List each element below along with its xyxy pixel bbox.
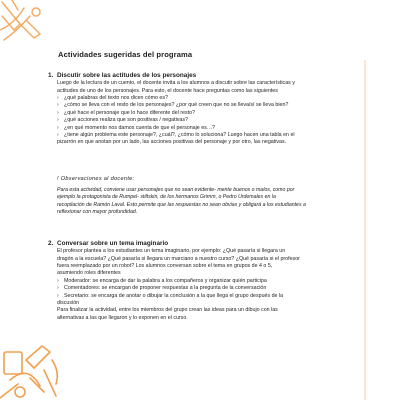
section-1: [48, 72, 348, 147]
section-1-title: [48, 72, 348, 79]
teacher-notes-line: Para esta actividad, conviene usar personajes que no sean evidente- mente buenos o malos, como por: [57, 187, 295, 194]
list-item: › ¿qué acciones realiza que son positivas / negativas?: [57, 117, 188, 124]
teacher-notes-title: ! Observaciones al docente:: [57, 176, 135, 182]
teacher-notes-line: reflexionar con mayor profundidad.: [57, 208, 138, 215]
section-2-title: [48, 240, 348, 247]
section-2-intro-line: dragón a la escuela? ¿Qué pasaría si llegara un marciano a nuestro curso? ¿Qué pasaría si el profesor: [57, 255, 300, 262]
section-1-title-text: Discutir sobre las actitudes de los personajes: [57, 72, 197, 79]
list-item: › ¿qué hace el personaje que lo hace diferente del resto?: [57, 109, 196, 116]
section-1-closing: pizarrón en que anotan por un lado, las acciones positivas del personaje y por otro, las negativas.: [57, 139, 287, 146]
section-2-intro-line: asumiendo roles diferentes: [57, 270, 121, 277]
section-1-intro-line: Luego de la lectura de un cuento, el docente invita a los alumnos a discutir sobre las características y: [57, 80, 295, 87]
section-2-title-text: Conversar sobre un tema imaginario: [57, 240, 169, 247]
section-2-intro-line: fuera reemplazado por un robot? Los alumnos conversan sobre el tema en grupos de 4 o 5,: [57, 263, 273, 269]
list-item: › Moderador: se encarga de dar la palabra a los compañeros y organizar quién participa: [57, 277, 267, 284]
list-item: › Secretario: se encarga de anotar o dibujar la conclusión a la que llega el grupo después de la: [57, 292, 284, 299]
teacher-notes: [57, 176, 353, 216]
section-2-intro-line: El profesor plantea a los estudiantes un tema imaginario, por ejemplo: ¿Qué pasaría si llegara un: [57, 248, 286, 255]
section-2: [48, 240, 348, 322]
section-2-role-tail: discusión: [57, 300, 80, 307]
teacher-notes-line: recopilación de Ramón Laval. Esto permite que las respuestas no sean obvias y obligará a los estudiantes a: [57, 201, 306, 208]
list-item: › ¿en qué momento nos damos cuenta de que el personaje es…?: [57, 124, 216, 131]
section-2-closing-line: Para finalizar la actividad, entre los miembros del grupo crean las ideas para un dibujo con las: [57, 307, 278, 314]
section-2-number: 2.: [48, 240, 54, 247]
section-1-intro-line: actitudes de uno de los personajes. Para esto, el docente hace preguntas como las siguientes: [57, 87, 278, 94]
list-item: › ¿qué palabras del texto nos dicen cómo es?: [57, 95, 168, 101]
page-heading: Actividades sugeridas del programa: [58, 50, 193, 59]
list-item: › Comentadores: se encargan de proponer respuestas a la pregunta de la conversación: [57, 285, 267, 292]
list-item: › ¿cómo se lleva con el resto de los personajes? ¿por qué creen que no se lleva/sí se lleva bien?: [57, 102, 289, 109]
teacher-notes-line: ejemplo la protagonista de Rumpel- stiltskin, de los hermanos Grimm, o Pedro Urdemales en la: [57, 194, 276, 201]
section-1-number: 1.: [48, 72, 54, 79]
section-2-closing-line: alternativas a las que llegaron y lo exponen en el curso.: [57, 314, 188, 321]
section-1-body: [57, 80, 348, 147]
section-2-body: [57, 248, 348, 322]
list-item: › ¿tiene algún problema este personaje?, ¿cuál?, ¿cómo lo soluciona? Luego hacen una tabla en el: [57, 132, 295, 139]
